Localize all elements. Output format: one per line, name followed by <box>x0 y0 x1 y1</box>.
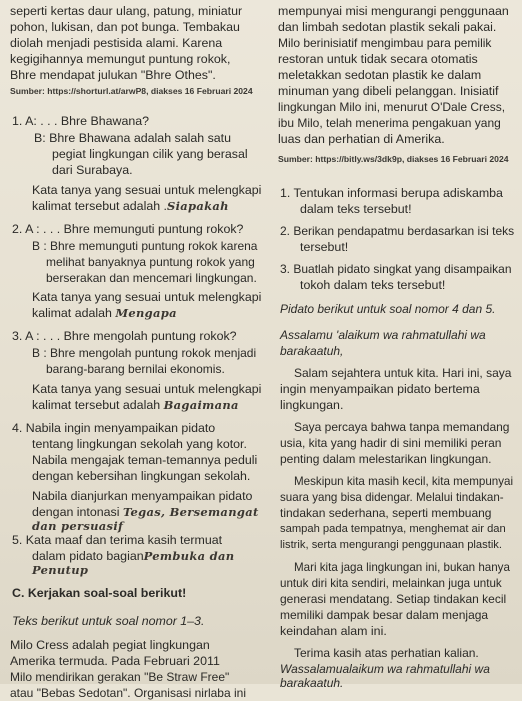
pidato-instruction: Pidato berikut untuk soal nomor 4 dan 5. <box>280 302 496 316</box>
intro-line: diolah menjadi pestisida alami. Karena <box>10 36 223 50</box>
speech-paragraph: penting dalam melestarikan lingkungan. <box>280 452 492 466</box>
task-3: 3. Buatlah pidato singkat yang disampaikan <box>280 262 512 276</box>
speech-paragraph: sampah pada tempatnya, menghemat air dan <box>280 523 506 535</box>
task-2: tersebut! <box>300 240 349 254</box>
question-4-line <box>32 505 259 520</box>
source-citation: Sumber: https://shorturl.at/arwP8, diakses 16 Februari 2024 <box>10 86 253 96</box>
question-2-line-a: 2. A : . . . Bhre memunguti puntung rokok? <box>12 222 244 236</box>
question-5-line: 5. Kata maaf dan terima kasih termuat <box>12 533 223 547</box>
speech-paragraph: generasi mendatang. Setiap tindakan kecil <box>280 592 507 606</box>
question-1-line-b: pegiat lingkungan cilik yang berasal <box>52 147 248 161</box>
prompt-text: dalam pidato bagian <box>32 549 144 563</box>
handwritten-answer-1: Siapakah <box>167 199 229 213</box>
intro-line: kegigihannya memungut puntung rokok, <box>10 52 231 66</box>
speech-paragraph: Saya percaya bahwa tanpa memandang <box>294 420 510 434</box>
question-1-prompt: Kata tanya yang sesuai untuk melengkapi <box>32 183 262 197</box>
speech-paragraph: lingkungan. <box>280 398 344 412</box>
question-4-line: Nabila mengajak teman-temannya peduli <box>32 453 258 467</box>
handwritten-answer-5-cont: Penutup <box>32 563 89 577</box>
question-1-line-b: dari Surabaya. <box>52 163 133 177</box>
question-4-line: Nabila dianjurkan menyampaikan pidato <box>32 489 253 503</box>
intro-line: dan limbah sedotan plastik sekali pakai. <box>278 20 497 34</box>
question-5-line <box>32 549 234 564</box>
handwritten-answer-4-cont: dan persuasif <box>32 519 124 533</box>
prompt-text: kalimat adalah <box>32 306 112 320</box>
question-4-line: dengan kebersihan lingkungan sekolah. <box>32 469 251 483</box>
task-1: dalam teks tersebut! <box>300 202 412 216</box>
task-2: 2. Berikan pendapatmu berdasarkan isi teks <box>280 224 515 238</box>
question-3-line-b: barang-barang bernilai ekonomis. <box>46 362 225 376</box>
intro-line: minuman yang dibeli pelanggan. Inisiatif <box>278 84 499 98</box>
intro-line: pohon, lukisan, dan pot bunga. Tembakau <box>10 20 240 34</box>
speech-paragraph: memiliki dampak besar dalam menjaga <box>280 608 489 622</box>
question-4-line: 4. Nabila ingin menyampaikan pidato <box>12 421 216 435</box>
speech-closing: barakaatuh. <box>280 676 344 690</box>
intro-line: Bhre mendapat julukan "Bhre Othes". <box>10 68 216 82</box>
speech-paragraph: listrik, serta mengurangi penggunaan plastik. <box>280 539 503 551</box>
source-citation: Sumber: https://bitly.ws/3dk9p, diakses 16 Februari 2024 <box>278 154 509 164</box>
intro-line: lingkungan Milo ini, menurut O'Dale Cress, <box>278 100 506 114</box>
prompt-text: kalimat tersebut adalah <box>32 398 161 412</box>
question-1-prompt <box>32 199 229 214</box>
section-c-heading: C. Kerjakan soal-soal berikut! <box>12 586 187 600</box>
text2-line: atau "Bebas Sedotan". Organisasi nirlaba ini <box>10 686 246 700</box>
intro-line: seperti kertas daur ulang, patung, miniatur <box>10 4 243 18</box>
intro-line: Milo berinisiatif mengimbau para pemilik <box>278 36 492 50</box>
intro-line: ibu Milo, telah menerima pengakuan yang <box>278 116 501 130</box>
question-3-line-a: 3. A : . . . Bhre mengolah puntung rokok? <box>12 329 237 343</box>
speech-closing: Wassalamualaikum wa rahmatullahi wa <box>280 662 490 676</box>
text2-line: Milo mendirikan gerakan "Be Straw Free" <box>10 670 230 684</box>
speech-paragraph: untuk diri kita sendiri, melainkan juga untuk <box>280 577 502 590</box>
task-1: 1. Tentukan informasi berupa adiskamba <box>280 186 503 200</box>
speech-paragraph: Meskipun kita masih kecil, kita mempunyai <box>294 475 514 488</box>
intro-line: luas dan perhatian di Amerika. <box>278 132 445 146</box>
question-2-prompt <box>32 306 177 321</box>
text2-line: Amerika termuda. Pada Februari 2011 <box>10 654 220 668</box>
intro-line: mempunyai misi mengurangi penggunaan <box>278 4 509 18</box>
handwritten-answer-2: Mengapa <box>115 306 177 320</box>
question-3-line-b: B : Bhre mengolah puntung rokok menjadi <box>32 346 257 360</box>
handwritten-answer-3: Bagaimana <box>163 398 239 412</box>
question-3-prompt <box>32 398 239 413</box>
question-2-prompt: Kata tanya yang sesuai untuk melengkapi <box>32 290 262 304</box>
speech-paragraph: usia, kita yang hadir di sini memiliki peran <box>280 436 502 450</box>
question-1-line-b: B: Bhre Bhawana adalah salah satu <box>34 131 232 145</box>
speech-paragraph: ingin menyampaikan pidato bertema <box>280 382 480 396</box>
question-2-line-b: melihat banyaknya puntung rokok yang <box>46 255 255 269</box>
speech-paragraph: suara yang bisa didengar. Melalui tindakan- <box>280 491 504 504</box>
text2-line: Milo Cress adalah pegiat lingkungan <box>10 638 210 652</box>
handwritten-answer-5: Pembuka dan <box>143 549 235 563</box>
handwritten-answer-4: Tegas, Bersemangat <box>122 505 259 519</box>
instruction-text: Teks berikut untuk soal nomor 1–3. <box>12 614 205 628</box>
speech-greeting: barakaatuh, <box>280 344 344 358</box>
prompt-text: dengan intonasi <box>32 505 120 519</box>
question-2-line-b: B : Bhre memunguti puntung rokok karena <box>32 239 258 253</box>
speech-paragraph: Salam sejahtera untuk kita. Hari ini, saya <box>294 366 512 380</box>
speech-thanks: Terima kasih atas perhatian kalian. <box>294 646 479 660</box>
speech-paragraph: tindakan sederhana, seperti membuang <box>280 506 492 520</box>
intro-line: restoran untuk tidak secara otomatis <box>278 52 478 66</box>
intro-line: meletakkan sedotan plastik ke dalam <box>278 68 482 82</box>
question-3-prompt: Kata tanya yang sesuai untuk melengkapi <box>32 382 262 396</box>
speech-paragraph: keindahan alam ini. <box>280 624 387 638</box>
prompt-text: kalimat tersebut adalah . <box>32 199 167 213</box>
speech-greeting: Assalamu 'alaikum wa rahmatullahi wa <box>280 328 486 342</box>
question-2-line-b: berserakan dan mencemari lingkungan. <box>46 271 257 285</box>
question-1-line-a: 1. A: . . . Bhre Bhawana? <box>12 114 150 128</box>
question-4-line: tentang lingkungan sekolah yang kotor. <box>32 437 247 451</box>
speech-paragraph: Mari kita jaga lingkungan ini, bukan hanya <box>294 561 510 574</box>
task-3: tokoh dalam teks tersebut! <box>300 278 446 292</box>
